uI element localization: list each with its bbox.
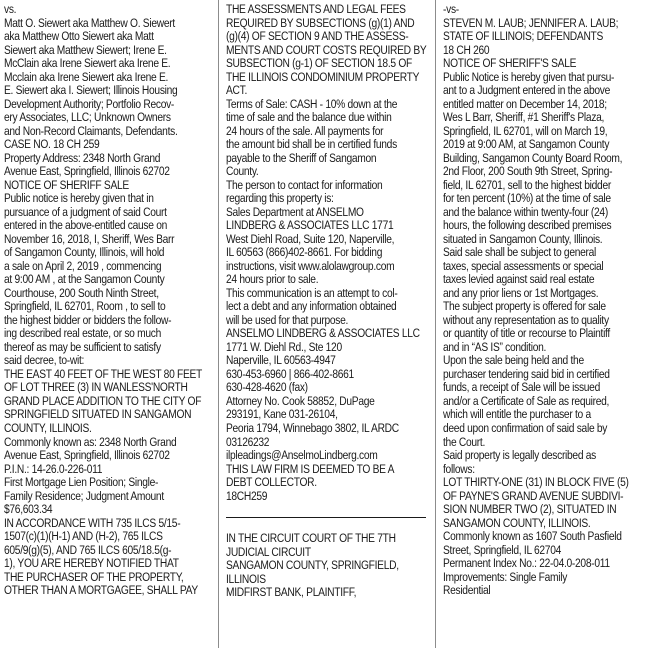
notice-heading: NOTICE OF SHERIFF'S SALE xyxy=(443,56,577,71)
text-line: Permanent Index No.: 22-04.0-208-011 xyxy=(443,556,610,571)
text-line: SANGAMON COUNTY, SPRINGFIELD, xyxy=(226,558,399,573)
text-line: Avenue East, Springfield, Illinois 62702 xyxy=(4,448,170,463)
text-line: IL 60563 (866)402-8661. For bidding xyxy=(226,245,383,260)
text-line: The person to contact for information xyxy=(226,177,383,192)
text-line: THE PURCHASER OF THE PROPERTY, xyxy=(4,569,184,584)
text-line: vs. xyxy=(4,2,17,16)
text-line: 630-453-6960 | 866-402-8661 xyxy=(226,366,354,381)
text-line: First Mortgage Lien Position; Single- xyxy=(4,475,159,490)
text-line: Development Authority; Portfolio Recov- xyxy=(4,96,175,111)
text-line: the highest bidder or bidders the follow- xyxy=(4,312,172,327)
text-line: Courthouse, 200 South Ninth Street, xyxy=(4,285,159,300)
text-line: Said property is legally described as xyxy=(443,448,597,463)
text-line: or quantity of title or recourse to Plaintiff xyxy=(443,326,610,341)
text-line: E. Siewert aka I. Siewert; Illinois Housing xyxy=(4,83,178,98)
text-line: lect a debt and any information obtained xyxy=(226,299,397,314)
text-line: ant to a Judgment entered in the above xyxy=(443,83,610,98)
text-line: thereof as may be sufficient to satisfy xyxy=(4,339,161,354)
text-line: Matt O. Siewert aka Matthew O. Siewert xyxy=(4,15,175,30)
text-line: 18CH259 xyxy=(226,488,268,503)
text-line: taxes levied against said real estate xyxy=(443,272,595,287)
text-line: SPRINGFIELD SITUATED IN SANGAMON xyxy=(4,407,192,422)
text-line: (g)(4) OF SECTION 9 AND THE ASSESS- xyxy=(226,29,409,44)
text-line: THE EAST 40 FEET OF THE WEST 80 FEET xyxy=(4,366,203,381)
text-line: -vs- xyxy=(443,2,459,16)
text-line: Commonly known as 1607 South Pasfield xyxy=(443,529,622,544)
text-line: IN THE CIRCUIT COURT OF THE 7TH xyxy=(226,531,396,546)
text-line: Naperville, IL 60563-4947 xyxy=(226,353,336,368)
notice-column-3 xyxy=(443,0,651,651)
case-number: 18 CH 260 xyxy=(443,42,490,57)
text-line: 03126232 xyxy=(226,434,270,449)
text-line: ery Associates, LLC; Unknown Owners xyxy=(4,110,171,125)
text-line: which will entitle the purchaser to a xyxy=(443,407,591,422)
text-line: GRAND PLACE ADDITION TO THE CITY OF xyxy=(4,393,202,408)
text-line: taxes, special assessments or special xyxy=(443,258,604,273)
text-line: REQUIRED BY SUBSECTIONS (g)(1) AND xyxy=(226,15,415,30)
text-line: OF PAYNE'S GRAND AVENUE SUBDIVI- xyxy=(443,488,624,503)
text-line: pursuance of a judgment of said Court xyxy=(4,204,167,219)
text-line: and in “AS IS” condition. xyxy=(443,339,547,354)
text-line: STATE OF ILLINOIS; DEFENDANTS xyxy=(443,29,604,44)
text-line: 24 hours of the sale. All payments for xyxy=(226,123,384,138)
text-line: IN ACCORDANCE WITH 735 ILCS 5/15- xyxy=(4,515,181,530)
text-line: and any prior liens or 1st Mortgages. xyxy=(443,285,599,300)
text-line: P.I.N.: 14-26.0-226-011 xyxy=(4,461,103,476)
text-line: SION NUMBER TWO (2), SITUATED IN xyxy=(443,502,617,517)
text-line: 293191, Kane 031-26104, xyxy=(226,407,338,422)
notice-separator xyxy=(226,517,426,518)
text-line: Said sale shall be subject to general xyxy=(443,245,597,260)
text-line: time of sale and the balance due within xyxy=(226,110,392,125)
judgment-amount: $76,603.34 xyxy=(4,502,53,517)
text-line: November 16, 2018, I, Sheriff, Wes Barr xyxy=(4,231,175,246)
text-line: 2019 at 9:00 AM, at Sangamon County xyxy=(443,137,610,152)
column-divider xyxy=(218,0,219,648)
text-line: will be used for that purpose. xyxy=(226,312,349,327)
text-line: Peoria 1794, Winnebago 3802, IL ARDC xyxy=(226,420,399,435)
text-line: situated in Sangamon County, Illinois. xyxy=(443,231,603,246)
text-line: Public Notice is hereby given that pursu- xyxy=(443,69,615,84)
text-line: of Sangamon County, Illinois, will hold xyxy=(4,245,165,260)
text-line: at 9:00 AM , at the Sangamon County xyxy=(4,272,165,287)
text-line: the Court. xyxy=(443,434,486,449)
text-line: ing described real estate, or so much xyxy=(4,326,162,341)
text-line: entitled matter on December 14, 2018; xyxy=(443,96,607,111)
text-line: Family Residence; Judgment Amount xyxy=(4,488,164,503)
text-line: ILLINOIS xyxy=(226,571,266,586)
text-line: funds, a receipt of Sale will be issued xyxy=(443,380,600,395)
text-line: OTHER THAN A MORTGAGEE, SHALL PAY xyxy=(4,583,198,598)
text-line: a sale on April 2, 2019 , commencing xyxy=(4,258,162,273)
text-line: 1771 W. Diehl Rd., Ste 120 xyxy=(226,339,342,354)
text-line: Sales Department at ANSELMO xyxy=(226,204,364,219)
text-line: Property Address: 2348 North Grand xyxy=(4,150,161,165)
text-line: THE ILLINOIS CONDOMINIUM PROPERTY xyxy=(226,69,420,84)
text-line: payable to the Sheriff of Sangamon xyxy=(226,150,377,165)
text-line: SUBSECTION (g-1) OF SECTION 18.5 OF xyxy=(226,56,412,71)
text-line: LINDBERG & ASSOCIATES LLC 1771 xyxy=(226,218,394,233)
spacer xyxy=(226,503,428,512)
notice-column-2 xyxy=(226,0,428,651)
text-line: THIS LAW FIRM IS DEEMED TO BE A xyxy=(226,461,395,476)
text-line: DEBT COLLECTOR. xyxy=(226,475,317,490)
text-line: LOT THIRTY-ONE (31) IN BLOCK FIVE (5) xyxy=(443,475,629,490)
text-line: Wes L Barr, Sheriff, #1 Sheriff's Plaza, xyxy=(443,110,605,125)
text-line: THE ASSESSMENTS AND LEGAL FEES xyxy=(226,2,406,16)
text-line: 24 hours prior to sale. xyxy=(226,272,319,287)
text-line: Commonly known as: 2348 North Grand xyxy=(4,434,177,449)
text-line: STEVEN M. LAUB; JENNIFER A. LAUB; xyxy=(443,15,619,30)
text-line: McClain aka Irene Siewert aka Irene E. xyxy=(4,56,171,71)
text-line: Springfield, IL 62701, Room , to sell to xyxy=(4,299,166,314)
text-line: ANSELMO LINDBERG & ASSOCIATES LLC xyxy=(226,326,420,341)
text-line: without any representation as to quality xyxy=(443,312,609,327)
text-line: Attorney No. Cook 58852, DuPage xyxy=(226,393,375,408)
text-line: and the balance within twenty-four (24) xyxy=(443,204,608,219)
email-address: ilpleadings@AnselmoLindberg.com xyxy=(226,448,378,463)
text-line: instructions, visit www.alolawgroup.com xyxy=(226,258,395,273)
text-line: ACT. xyxy=(226,83,248,98)
text-line: MENTS AND COURT COSTS REQUIRED BY xyxy=(226,42,427,57)
text-line: OF LOT THREE (3) IN WANLESS'NORTH xyxy=(4,380,188,395)
text-line: West Diehl Road, Suite 120, Naperville, xyxy=(226,231,395,246)
text-line: field, IL 62701, sell to the highest bidder xyxy=(443,177,611,192)
text-line: Public notice is hereby given that in xyxy=(4,191,154,206)
text-line: Residential xyxy=(443,583,491,598)
text-line: County. xyxy=(226,164,259,179)
text-line: 630-428-4620 (fax) xyxy=(226,380,308,395)
text-line: MIDFIRST BANK, PLAINTIFF, xyxy=(226,585,357,600)
text-line: for ten percent (10%) at the time of sale xyxy=(443,191,611,206)
text-line: 1507(c)(1)(H-1) AND (H-2), 765 ILCS xyxy=(4,529,163,544)
text-line: deed upon confirmation of said sale by xyxy=(443,420,608,435)
text-line: 2nd Floor, 200 South 9th Street, Spring- xyxy=(443,164,613,179)
text-line: SANGAMON COUNTY, ILLINOIS. xyxy=(443,515,591,530)
text-line: Terms of Sale: CASH - 10% down at the xyxy=(226,96,398,111)
text-line: Siewert aka Matthew Siewert; Irene E. xyxy=(4,42,167,57)
text-line: This communication is an attempt to col- xyxy=(226,285,398,300)
text-line: purchaser tendering said bid in certified xyxy=(443,366,610,381)
text-line: Building, Sangamon County Board Room, xyxy=(443,150,623,165)
text-line: follows: xyxy=(443,461,475,476)
text-line: 1), YOU ARE HEREBY NOTIFIED THAT xyxy=(4,556,179,571)
text-line: the amount bid shall be in certified funds xyxy=(226,137,397,152)
notice-column-1 xyxy=(4,0,211,651)
text-line: and Non-Record Claimants, Defendants. xyxy=(4,123,178,138)
text-line: said decree, to-wit: xyxy=(4,353,85,368)
text-line: entered in the above-entitled cause on xyxy=(4,218,167,233)
text-line: regarding this property is: xyxy=(226,191,334,206)
text-line: COUNTY, ILLINOIS. xyxy=(4,420,92,435)
text-line: Avenue East, Springfield, Illinois 62702 xyxy=(4,164,170,179)
text-line: Upon the sale being held and the xyxy=(443,353,584,368)
text-line: aka Matthew Otto Siewert aka Matt xyxy=(4,29,154,44)
text-line: 605/9(g)(5), AND 765 ILCS 605/18.5(g- xyxy=(4,542,172,557)
column-divider xyxy=(435,0,436,648)
text-line: Mcclain aka Irene Siewert aka Irene E. xyxy=(4,69,169,84)
text-line: and/or a Certificate of Sale as required, xyxy=(443,393,610,408)
text-line: Improvements: Single Family xyxy=(443,569,568,584)
text-line: JUDICIAL CIRCUIT xyxy=(226,544,311,559)
text-line: Springfield, IL 62701, will on March 19, xyxy=(443,123,608,138)
text-line: hours, the following described premises xyxy=(443,218,612,233)
case-number: CASE NO. 18 CH 259 xyxy=(4,137,100,152)
text-line: Street, Springfield, IL 62704 xyxy=(443,542,562,557)
text-line: The subject property is offered for sale xyxy=(443,299,606,314)
notice-heading: NOTICE OF SHERIFF SALE xyxy=(4,177,129,192)
